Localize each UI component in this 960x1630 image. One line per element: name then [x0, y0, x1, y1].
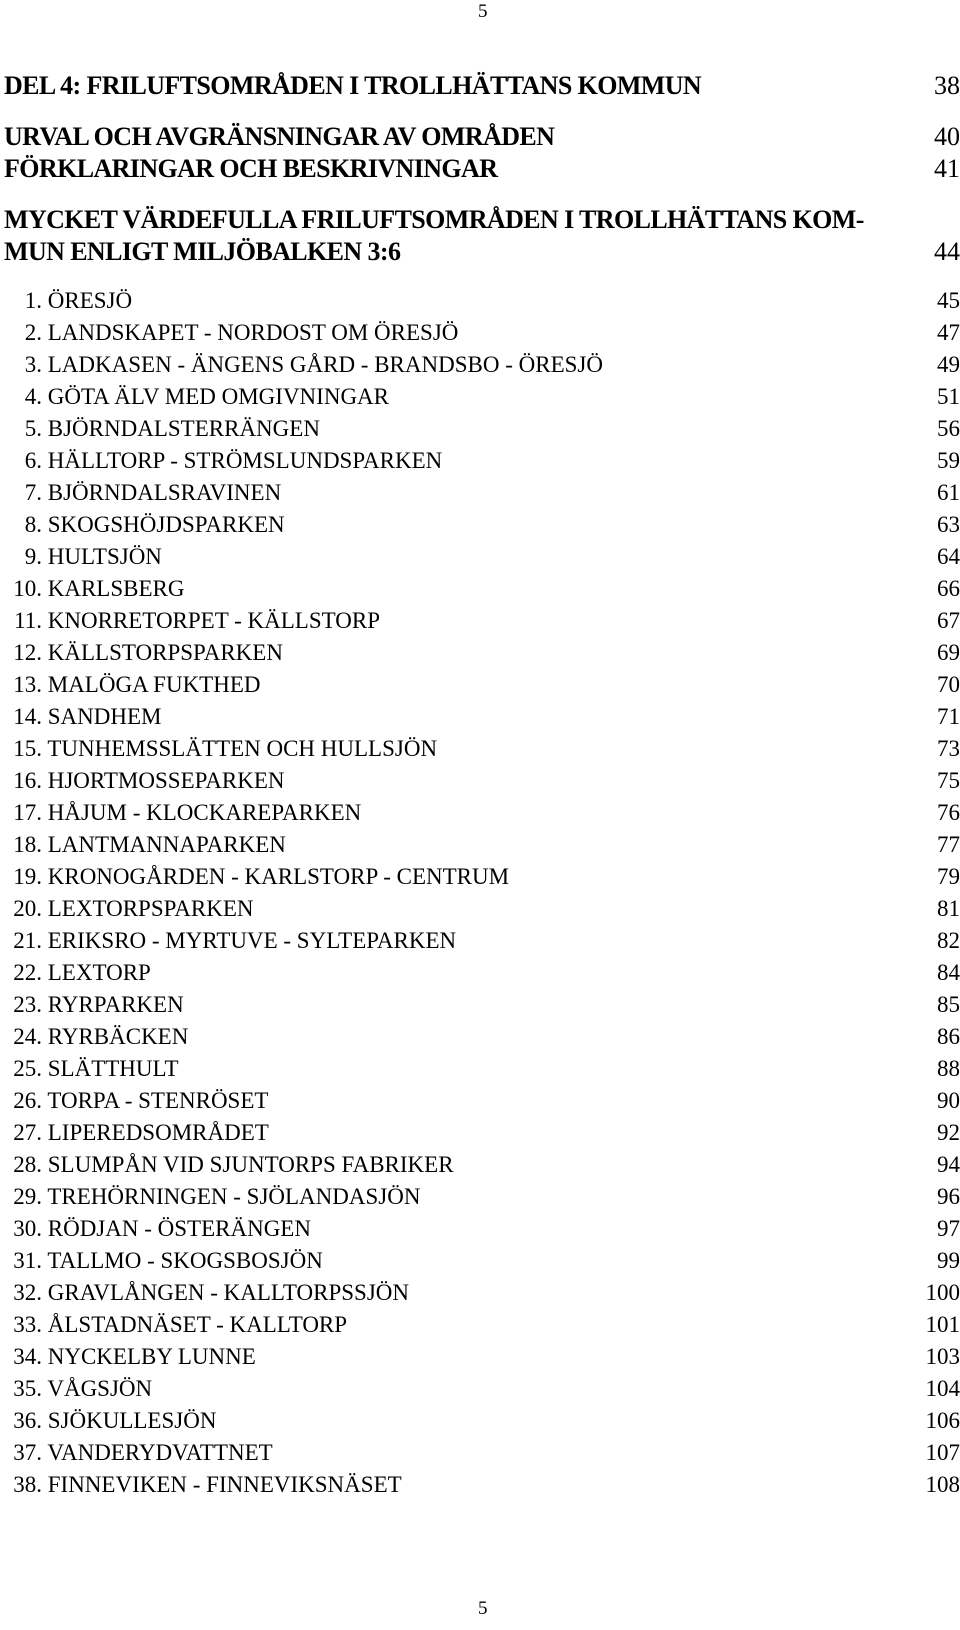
toc-item-page: 71 [937, 704, 960, 729]
toc-item-title: LIPEREDSOMRÅDET [47, 1120, 269, 1145]
toc-item-page: 64 [937, 544, 960, 569]
toc-item[interactable] [6, 1437, 960, 1469]
toc-item-page: 97 [937, 1216, 960, 1241]
toc-item[interactable] [6, 349, 960, 381]
toc-item[interactable] [6, 1053, 960, 1085]
toc-item[interactable] [6, 381, 960, 413]
toc-item-page: 69 [937, 640, 960, 665]
toc-item-number: 19. [13, 864, 42, 889]
toc-item[interactable] [6, 1373, 960, 1405]
toc-item-title: FINNEVIKEN - FINNEVIKSNÄSET [47, 1472, 402, 1497]
toc-item[interactable] [6, 1213, 960, 1245]
toc-item-page: 47 [937, 320, 960, 345]
toc-item[interactable] [6, 893, 960, 925]
toc-item[interactable] [6, 317, 960, 349]
toc-item-number: 12. [13, 640, 42, 665]
toc-item-page: 59 [937, 448, 960, 473]
toc-item-page: 103 [925, 1344, 960, 1369]
toc-item-number: 21. [13, 928, 42, 953]
toc-item-number: 2. [24, 320, 42, 345]
toc-item-page: 107 [925, 1440, 960, 1465]
toc-item-title: KRONOGÅRDEN - KARLSTORP - CENTRUM [47, 864, 510, 889]
toc-item-title: GRAVLÅNGEN - KALLTORPSSJÖN [47, 1280, 409, 1305]
toc-item-title: SKOGSHÖJDSPARKEN [47, 512, 285, 537]
toc-item-number: 32. [13, 1280, 42, 1305]
toc-item-number: 17. [13, 800, 42, 825]
toc-item-page: 84 [937, 960, 960, 985]
toc-item-number: 11. [14, 608, 42, 633]
toc-item-page: 76 [937, 800, 960, 825]
toc-item-page: 61 [937, 480, 960, 505]
toc-item-title: SJÖKULLESJÖN [47, 1408, 217, 1433]
toc-item[interactable] [6, 1085, 960, 1117]
toc-item[interactable] [6, 285, 960, 317]
toc-item[interactable] [6, 1469, 960, 1501]
toc-item-title: NYCKELBY LUNNE [47, 1344, 256, 1369]
toc-item-title: HULTSJÖN [47, 544, 162, 569]
toc-item-page: 77 [937, 832, 960, 857]
toc-item-page: 56 [937, 416, 960, 441]
toc-item-number: 10. [13, 576, 42, 601]
toc-item-page: 96 [937, 1184, 960, 1209]
toc-item-title: TUNHEMSSLÄTTEN OCH HULLSJÖN [47, 736, 438, 761]
toc-item-title: VANDERYDVATTNET [47, 1440, 273, 1465]
toc-item-number: 16. [13, 768, 42, 793]
toc-item-page: 49 [937, 352, 960, 377]
toc-item-page: 106 [925, 1408, 960, 1433]
toc-item-title: MALÖGA FUKTHED [47, 672, 261, 697]
toc-item-number: 30. [13, 1216, 42, 1241]
toc-item-number: 34. [13, 1344, 42, 1369]
toc-item-list [6, 285, 960, 1501]
toc-item-number: 29. [13, 1184, 42, 1209]
toc-item[interactable] [6, 477, 960, 509]
toc-section-del4[interactable] [4, 70, 960, 102]
toc-item-title: KNORRETORPET - KÄLLSTORP [47, 608, 381, 633]
toc-item-title: KÄLLSTORPSPARKEN [47, 640, 283, 665]
page-number-bottom: 5 [478, 1598, 488, 1619]
toc-item[interactable] [6, 1245, 960, 1277]
toc-item[interactable] [6, 573, 960, 605]
toc-item-number: 27. [13, 1120, 42, 1145]
toc-section-title: FÖRKLARINGAR OCH BESKRIVNINGAR [4, 154, 498, 183]
toc-item-title: TALLMO - SKOGSBOSJÖN [47, 1248, 323, 1273]
toc-item-page: 90 [937, 1088, 960, 1113]
toc-item-number: 23. [13, 992, 42, 1017]
toc-section-title: URVAL OCH AVGRÄNSNINGAR AV OMRÅDEN [4, 122, 555, 151]
toc-item-title: HÄLLTORP - STRÖMSLUNDSPARKEN [47, 448, 443, 473]
toc-item-number: 6. [24, 448, 42, 473]
toc-item[interactable] [6, 957, 960, 989]
toc-item-page: 86 [937, 1024, 960, 1049]
toc-item-number: 36. [13, 1408, 42, 1433]
page-number-top: 5 [478, 1, 488, 22]
toc-item-page: 100 [925, 1280, 960, 1305]
toc-item-number: 8. [24, 512, 42, 537]
toc-item[interactable] [6, 637, 960, 669]
toc-item-title: TORPA - STENRÖSET [47, 1088, 269, 1113]
toc-item-page: 85 [937, 992, 960, 1017]
toc-item-number: 26. [13, 1088, 42, 1113]
toc-section-urval[interactable] [4, 121, 960, 153]
toc-item-number: 4. [24, 384, 42, 409]
toc-item[interactable] [6, 989, 960, 1021]
toc-item-number: 7. [24, 480, 42, 505]
toc-item[interactable] [6, 1405, 960, 1437]
toc-item-title: ERIKSRO - MYRTUVE - SYLTEPARKEN [47, 928, 457, 953]
table-of-contents [4, 70, 960, 1501]
toc-item-title: RÖDJAN - ÖSTERÄNGEN [47, 1216, 311, 1241]
toc-item-page: 70 [937, 672, 960, 697]
toc-item-title: LADKASEN - ÄNGENS GÅRD - BRANDSBO - ÖRESJÖ [47, 352, 603, 377]
toc-item[interactable] [6, 797, 960, 829]
toc-item-number: 38. [13, 1472, 42, 1497]
toc-item[interactable] [6, 925, 960, 957]
toc-item-title: ÖRESJÖ [47, 288, 133, 313]
toc-item-page: 94 [937, 1152, 960, 1177]
toc-item[interactable] [6, 605, 960, 637]
toc-item[interactable] [6, 669, 960, 701]
toc-item-page: 45 [937, 288, 960, 313]
toc-item[interactable] [6, 1149, 960, 1181]
toc-section-mycket-line1[interactable] [4, 204, 960, 236]
toc-item[interactable] [6, 1277, 960, 1309]
toc-section-title: DEL 4: FRILUFTSOMRÅDEN I TROLLHÄTTANS KOMMUN [4, 71, 702, 100]
toc-item-number: 13. [13, 672, 42, 697]
toc-section-page: 40 [934, 122, 960, 151]
toc-item[interactable] [6, 413, 960, 445]
toc-item[interactable] [6, 445, 960, 477]
toc-item-title: KARLSBERG [47, 576, 185, 601]
toc-item-title: VÅGSJÖN [47, 1376, 153, 1401]
toc-item[interactable] [6, 733, 960, 765]
toc-section-title: MUN ENLIGT MILJÖBALKEN 3:6 [4, 237, 401, 266]
toc-item-number: 9. [24, 544, 42, 569]
toc-item-page: 108 [925, 1472, 960, 1497]
toc-item[interactable] [6, 1309, 960, 1341]
toc-item-title: RYRPARKEN [47, 992, 184, 1017]
toc-item-page: 63 [937, 512, 960, 537]
toc-item[interactable] [6, 1021, 960, 1053]
toc-item-title: HJORTMOSSEPARKEN [47, 768, 285, 793]
toc-item-number: 20. [13, 896, 42, 921]
toc-item-number: 18. [13, 832, 42, 857]
toc-section-title: MYCKET VÄRDEFULLA FRILUFTSOMRÅDEN I TROLLHÄTTANS KOM- [4, 205, 864, 234]
toc-item-title: SANDHEM [47, 704, 162, 729]
toc-item-page: 92 [937, 1120, 960, 1145]
toc-item-page: 99 [937, 1248, 960, 1273]
toc-item-page: 66 [937, 576, 960, 601]
toc-item-number: 22. [13, 960, 42, 985]
toc-item-number: 5. [24, 416, 42, 441]
toc-item-page: 51 [937, 384, 960, 409]
toc-item-page: 81 [937, 896, 960, 921]
toc-item-number: 33. [13, 1312, 42, 1337]
toc-item-title: SLÄTTHULT [47, 1056, 179, 1081]
toc-item-title: BJÖRNDALSTERRÄNGEN [47, 416, 320, 441]
toc-item-number: 28. [13, 1152, 42, 1177]
toc-item-number: 31. [13, 1248, 42, 1273]
toc-section-forklaringar[interactable] [4, 153, 960, 185]
toc-section-page: 44 [934, 237, 960, 266]
toc-item-page: 75 [937, 768, 960, 793]
toc-section-page: 41 [934, 154, 960, 183]
toc-item[interactable] [6, 509, 960, 541]
toc-item-number: 25. [13, 1056, 42, 1081]
toc-item-title: TREHÖRNINGEN - SJÖLANDASJÖN [47, 1184, 421, 1209]
toc-item-page: 79 [937, 864, 960, 889]
toc-section-mycket-line2[interactable] [4, 236, 960, 268]
toc-item-page: 101 [925, 1312, 960, 1337]
toc-item-number: 3. [24, 352, 42, 377]
toc-item-title: GÖTA ÄLV MED OMGIVNINGAR [47, 384, 389, 409]
toc-item-number: 37. [13, 1440, 42, 1465]
toc-item-page: 67 [937, 608, 960, 633]
toc-item-number: 15. [13, 736, 42, 761]
toc-item-title: LANTMANNAPARKEN [47, 832, 286, 857]
toc-item-title: RYRBÄCKEN [47, 1024, 189, 1049]
toc-item-title: HÅJUM - KLOCKAREPARKEN [47, 800, 362, 825]
toc-item-page: 82 [937, 928, 960, 953]
toc-item[interactable] [6, 861, 960, 893]
toc-item-title: SLUMPÅN VID SJUNTORPS FABRIKER [47, 1152, 454, 1177]
toc-item[interactable] [6, 829, 960, 861]
toc-item-title: BJÖRNDALSRAVINEN [47, 480, 282, 505]
toc-item[interactable] [6, 765, 960, 797]
toc-item[interactable] [6, 701, 960, 733]
toc-item-number: 14. [13, 704, 42, 729]
toc-item-title: LEXTORP [47, 960, 151, 985]
toc-item[interactable] [6, 1117, 960, 1149]
toc-item[interactable] [6, 1181, 960, 1213]
toc-item-page: 73 [937, 736, 960, 761]
toc-item-number: 1. [24, 288, 42, 313]
toc-item-number: 35. [13, 1376, 42, 1401]
toc-item[interactable] [6, 1341, 960, 1373]
toc-item-number: 24. [13, 1024, 42, 1049]
toc-item-title: ÅLSTADNÄSET - KALLTORP [47, 1312, 348, 1337]
toc-item-page: 88 [937, 1056, 960, 1081]
toc-item-title: LANDSKAPET - NORDOST OM ÖRESJÖ [47, 320, 459, 345]
toc-section-page: 38 [934, 71, 960, 100]
toc-item[interactable] [6, 541, 960, 573]
toc-item-page: 104 [925, 1376, 960, 1401]
toc-item-title: LEXTORPSPARKEN [47, 896, 254, 921]
